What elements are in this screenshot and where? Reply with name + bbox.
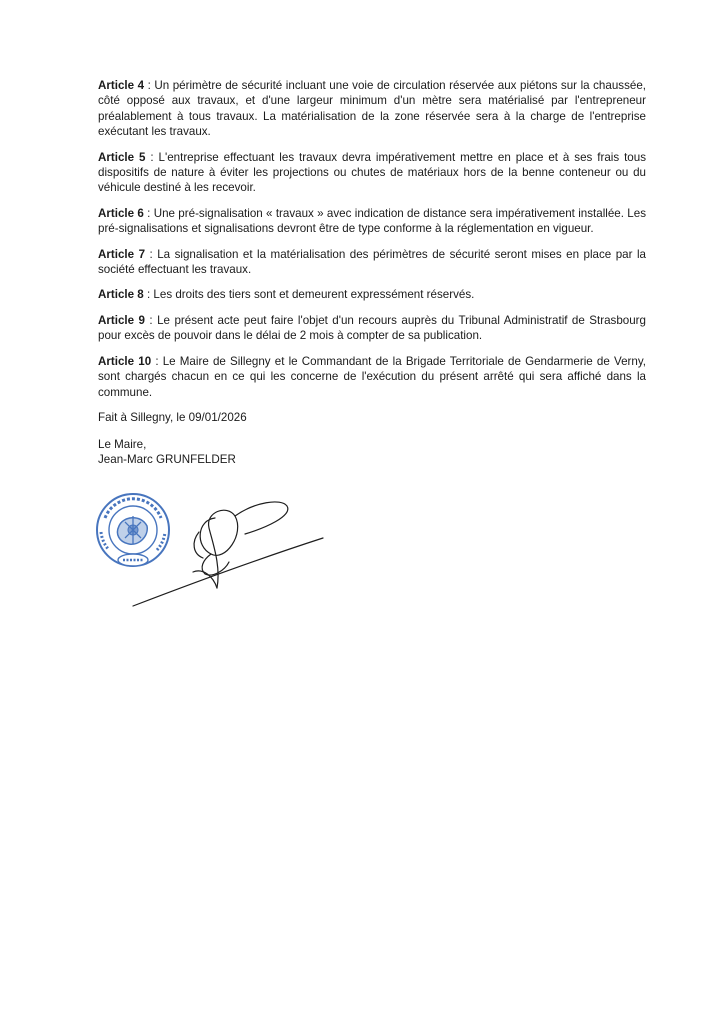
article-text: : Le Maire de Sillegny et le Commandant de la Brigade Territoriale de Gendarmerie de Verny, sont chargés chacun en ce qui les concerne de l'exécution du présent arrêté qui sera affiché dans la commune. (98, 354, 646, 399)
article-text: : La signalisation et la matérialisation des périmètres de sécurité seront mises en place par la société effectuant les travaux. (98, 247, 646, 277)
mairie-stamp-icon (97, 494, 169, 566)
article-9 (98, 313, 646, 344)
place-date: Fait à Sillegny, le 09/01/2026 (98, 410, 247, 424)
article-8 (98, 287, 646, 302)
article-text: : Les droits des tiers sont et demeurent expressément réservés. (143, 288, 475, 302)
article-label: Article 6 (98, 206, 144, 220)
article-label: Article 7 (98, 247, 146, 261)
stamp-svg (95, 488, 335, 608)
article-7 (98, 247, 646, 278)
article-4 (98, 78, 646, 140)
document-body (98, 78, 646, 467)
article-text: : Le présent acte peut faire l'objet d'un recours auprès du Tribunal Administratif de Strasbourg pour excès de pouvoir dans le délai de 2 mois à compter de sa publication. (98, 313, 646, 343)
article-6 (98, 206, 646, 237)
article-10 (98, 354, 646, 400)
signatory-block (98, 437, 646, 467)
article-text: : Une pré-signalisation « travaux » avec indication de distance sera impérativement installée. Les pré-signalisations et signalisations devront être de type conforme à la réglementation en vigueur. (98, 206, 646, 236)
stamp-and-signature (95, 488, 335, 608)
article-label: Article 9 (98, 313, 145, 327)
article-label: Article 8 (98, 288, 144, 302)
article-5 (98, 150, 646, 196)
article-text: : Un périmètre de sécurité incluant une voie de circulation réservée aux piétons sur la chaussée, côté opposé aux travaux, et d'une largeur minimum d'un mètre sera matérialisé par l'entrepreneur préalablement à tous travaux. La matérialisation de la zone réservée sera à la charge de l'entreprise exécutant les travaux. (98, 79, 646, 139)
article-label: Article 4 (98, 79, 145, 92)
article-label: Article 10 (98, 354, 152, 368)
article-label: Article 5 (98, 150, 146, 164)
article-text: : L'entreprise effectuant les travaux devra impérativement mettre en place et à ses frais tous dispositifs de nature à éviter les projections ou chutes de matériaux hors de la benne conteneur ou du véhicule destiné à les recevoir. (98, 150, 646, 195)
signatory-title: Le Maire, (98, 438, 147, 452)
signatory-name: Jean-Marc GRUNFELDER (98, 453, 236, 467)
